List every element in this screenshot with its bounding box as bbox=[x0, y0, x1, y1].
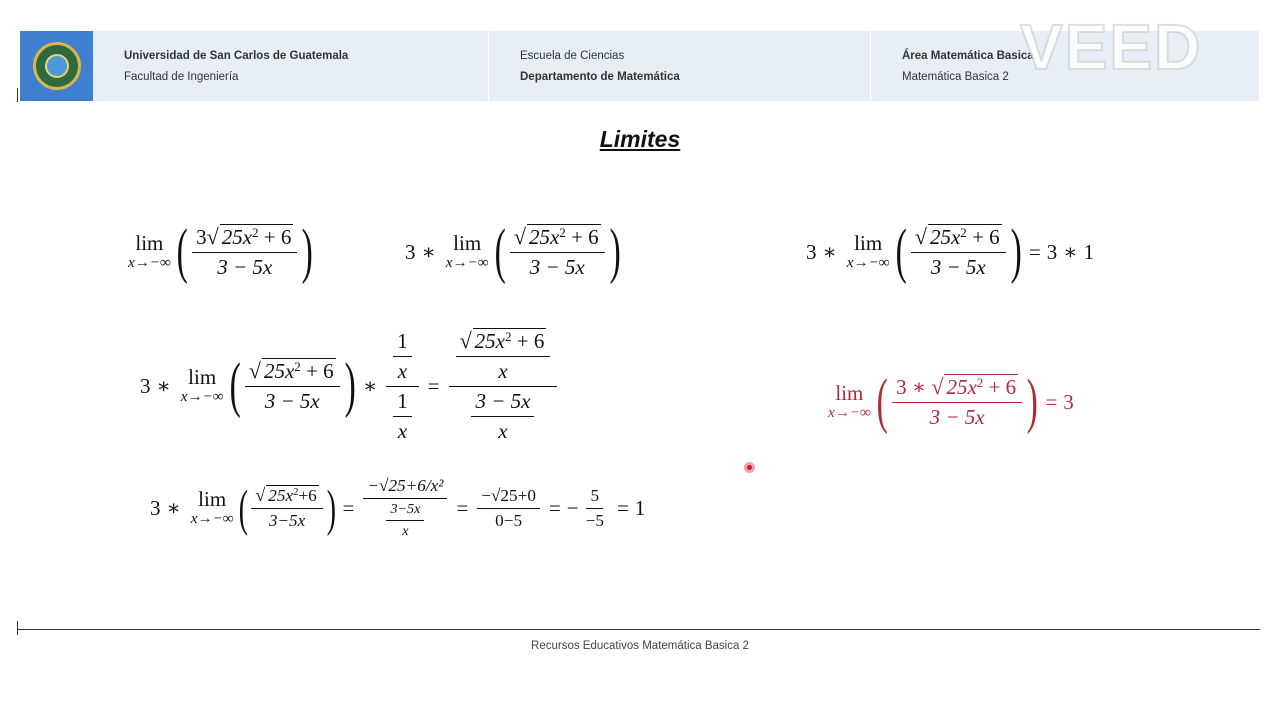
university-seal-logo bbox=[20, 31, 93, 101]
veed-watermark: VEED bbox=[1020, 11, 1203, 83]
equation-2: 3 ∗ lim x→−∞ ( √ $25x^2 + 6$ 3 − 5x ) bbox=[405, 218, 621, 285]
equation-5-result: lim x→−∞ ( 3 ∗ √ $25x^2 + 6$ 3 − 5x ) = 3 bbox=[828, 368, 1074, 435]
equation-6: 3 ∗ lim x→−∞ ( √ $25x^2+6$ 3−5x ) = $\frac{\text{−√25+6/x²}}{\frac{3-5x}{x}}$ = $\frac{-√25+0}{0-5}$ = − $\frac{5}{-5}$ = 1 bbox=[150, 476, 646, 539]
limit-operator: lim x→−∞ bbox=[445, 231, 489, 272]
department-name: Departamento de Matemática bbox=[520, 71, 680, 83]
page-title: Limites bbox=[599, 126, 681, 152]
equation-3: 3 ∗ lim x→−∞ ( √ $25x^2 + 6$ 3 − 5x ) = 3 ∗ 1 bbox=[806, 218, 1095, 285]
limit-operator: lim x→−∞ bbox=[828, 381, 871, 422]
equation-4: 3 ∗ lim x→−∞ ( √ $25x^2 + 6$ 3 − 5x ) ∗ $\frac{\frac{1}{x}}{\frac{1}{x}}$ = √ $25x^2 + 6$ x $\frac{3 - 5x}{x}$ bbox=[140, 328, 560, 444]
faculty-name: Facultad de Ingeniería bbox=[124, 71, 239, 83]
school-name: Escuela de Ciencias bbox=[520, 50, 625, 62]
limit-operator: lim x→−∞ bbox=[846, 231, 890, 272]
equation-1: lim x→−∞ ( 3 √ $25x^2 + 6$ 3 − 5x ) bbox=[128, 218, 314, 285]
footer-divider bbox=[18, 629, 1260, 630]
cursor-pointer-icon bbox=[744, 462, 755, 473]
university-name: Universidad de San Carlos de Guatemala bbox=[124, 50, 349, 62]
footer-text: Recursos Educativos Matemática Basica 2 bbox=[531, 640, 749, 652]
limit-operator: lim x→−∞ bbox=[128, 231, 171, 272]
area-name: Área Matemática Basica bbox=[902, 50, 1034, 62]
limit-operator: lim x→−∞ bbox=[190, 486, 234, 527]
limit-operator: lim x→−∞ bbox=[180, 364, 224, 405]
course-name: Matemática Basica 2 bbox=[902, 71, 1009, 83]
